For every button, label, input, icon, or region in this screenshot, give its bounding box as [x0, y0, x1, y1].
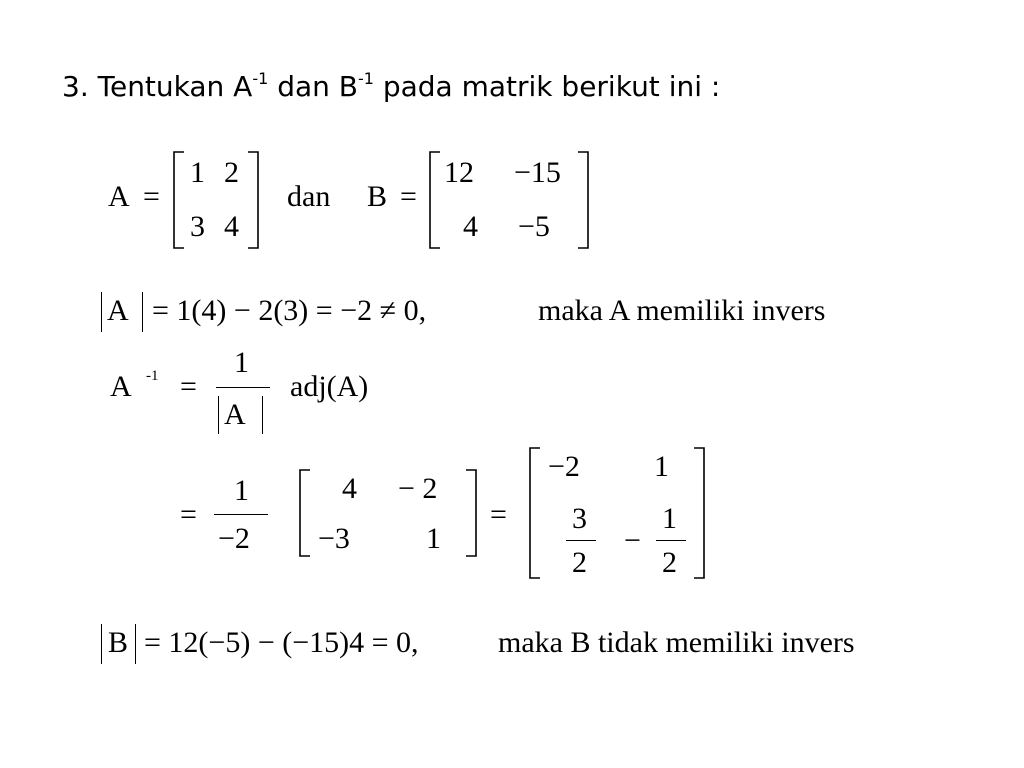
- result-matrix-left-bracket: [528, 448, 542, 578]
- adj-r2c1: −3: [318, 522, 350, 555]
- det-b-left-bar: [101, 624, 102, 664]
- result-r2c2-denominator: 2: [662, 546, 677, 579]
- inverse-det-right-bar: [262, 396, 263, 434]
- matrix-b-left-bracket: [428, 152, 442, 248]
- matrix-a-left-bracket: [172, 152, 186, 248]
- inverse-numerator: 1: [234, 346, 249, 379]
- dan-word: dan: [287, 180, 331, 213]
- inverse-lhs-sup: -1: [146, 368, 159, 384]
- inverse-adj: adj(A): [290, 370, 369, 403]
- det-b-conclusion: maka B tidak memiliki invers: [498, 626, 855, 659]
- title-suffix: pada matrik berikut ini :: [373, 70, 721, 103]
- result-equals-2: =: [490, 498, 507, 531]
- matrix-a-r1c2: 2: [224, 156, 239, 189]
- scalar-numerator: 1: [234, 474, 249, 507]
- scalar-fraction-bar: [214, 514, 268, 515]
- b-label: B: [367, 180, 388, 213]
- det-a-conclusion: maka A memiliki invers: [538, 294, 826, 327]
- adj-matrix-left-bracket: [298, 470, 312, 556]
- title-prefix: 3. Tentukan A: [62, 70, 253, 103]
- adj-r1c2: − 2: [398, 472, 438, 505]
- matrix-a-r2c2: 4: [224, 210, 239, 243]
- det-a-right-bar: [142, 292, 143, 332]
- result-r2c2-numerator: 1: [662, 502, 677, 535]
- result-equals: =: [180, 498, 197, 531]
- adj-matrix-right-bracket: [466, 470, 480, 556]
- scalar-denominator: −2: [218, 522, 250, 555]
- adj-r2c2: 1: [426, 522, 441, 555]
- matrix-b-r1c2: −15: [514, 156, 561, 189]
- title-sup-b: -1: [357, 68, 374, 88]
- matrix-a-r1c1: 1: [190, 156, 205, 189]
- det-a-expression: = 1(4) − 2(3) = −2 ≠ 0,: [152, 294, 427, 327]
- result-r2c1-fraction-bar: [566, 540, 596, 541]
- result-r1c2: 1: [654, 450, 669, 483]
- slide-title: [62, 70, 720, 103]
- det-b-symbol: B: [108, 626, 129, 659]
- matrix-b-right-bracket: [578, 152, 592, 248]
- adj-r1c1: 4: [342, 472, 357, 505]
- a-equals: =: [143, 180, 160, 213]
- inverse-det-left-bar: [218, 396, 219, 434]
- det-b-right-bar: [135, 624, 136, 664]
- matrix-a-right-bracket: [248, 152, 262, 248]
- inverse-equals: =: [180, 370, 197, 403]
- result-r2c1-denominator: 2: [572, 546, 587, 579]
- title-sup-a: -1: [252, 68, 269, 88]
- matrix-b-r2c2: −5: [518, 210, 550, 243]
- result-r2c2-fraction-bar: [656, 540, 686, 541]
- matrix-a-r2c1: 3: [190, 210, 205, 243]
- det-a-symbol: A: [107, 294, 129, 327]
- b-equals: =: [400, 180, 417, 213]
- a-label: A: [108, 180, 130, 213]
- title-mid: dan B: [268, 70, 358, 103]
- det-a-left-bar: [101, 292, 102, 332]
- result-r1c1: −2: [548, 450, 580, 483]
- inverse-lhs: A: [110, 370, 132, 403]
- matrix-b-r2c1: 4: [463, 210, 478, 243]
- result-r2c2-sign: −: [624, 524, 641, 557]
- det-b-expression: = 12(−5) − (−15)4 = 0,: [144, 626, 419, 659]
- matrix-b-r1c1: 12: [444, 156, 474, 189]
- inverse-denominator: A: [224, 398, 246, 431]
- result-matrix-right-bracket: [694, 448, 708, 578]
- inverse-fraction-bar: [216, 387, 270, 388]
- result-r2c1-numerator: 3: [572, 502, 587, 535]
